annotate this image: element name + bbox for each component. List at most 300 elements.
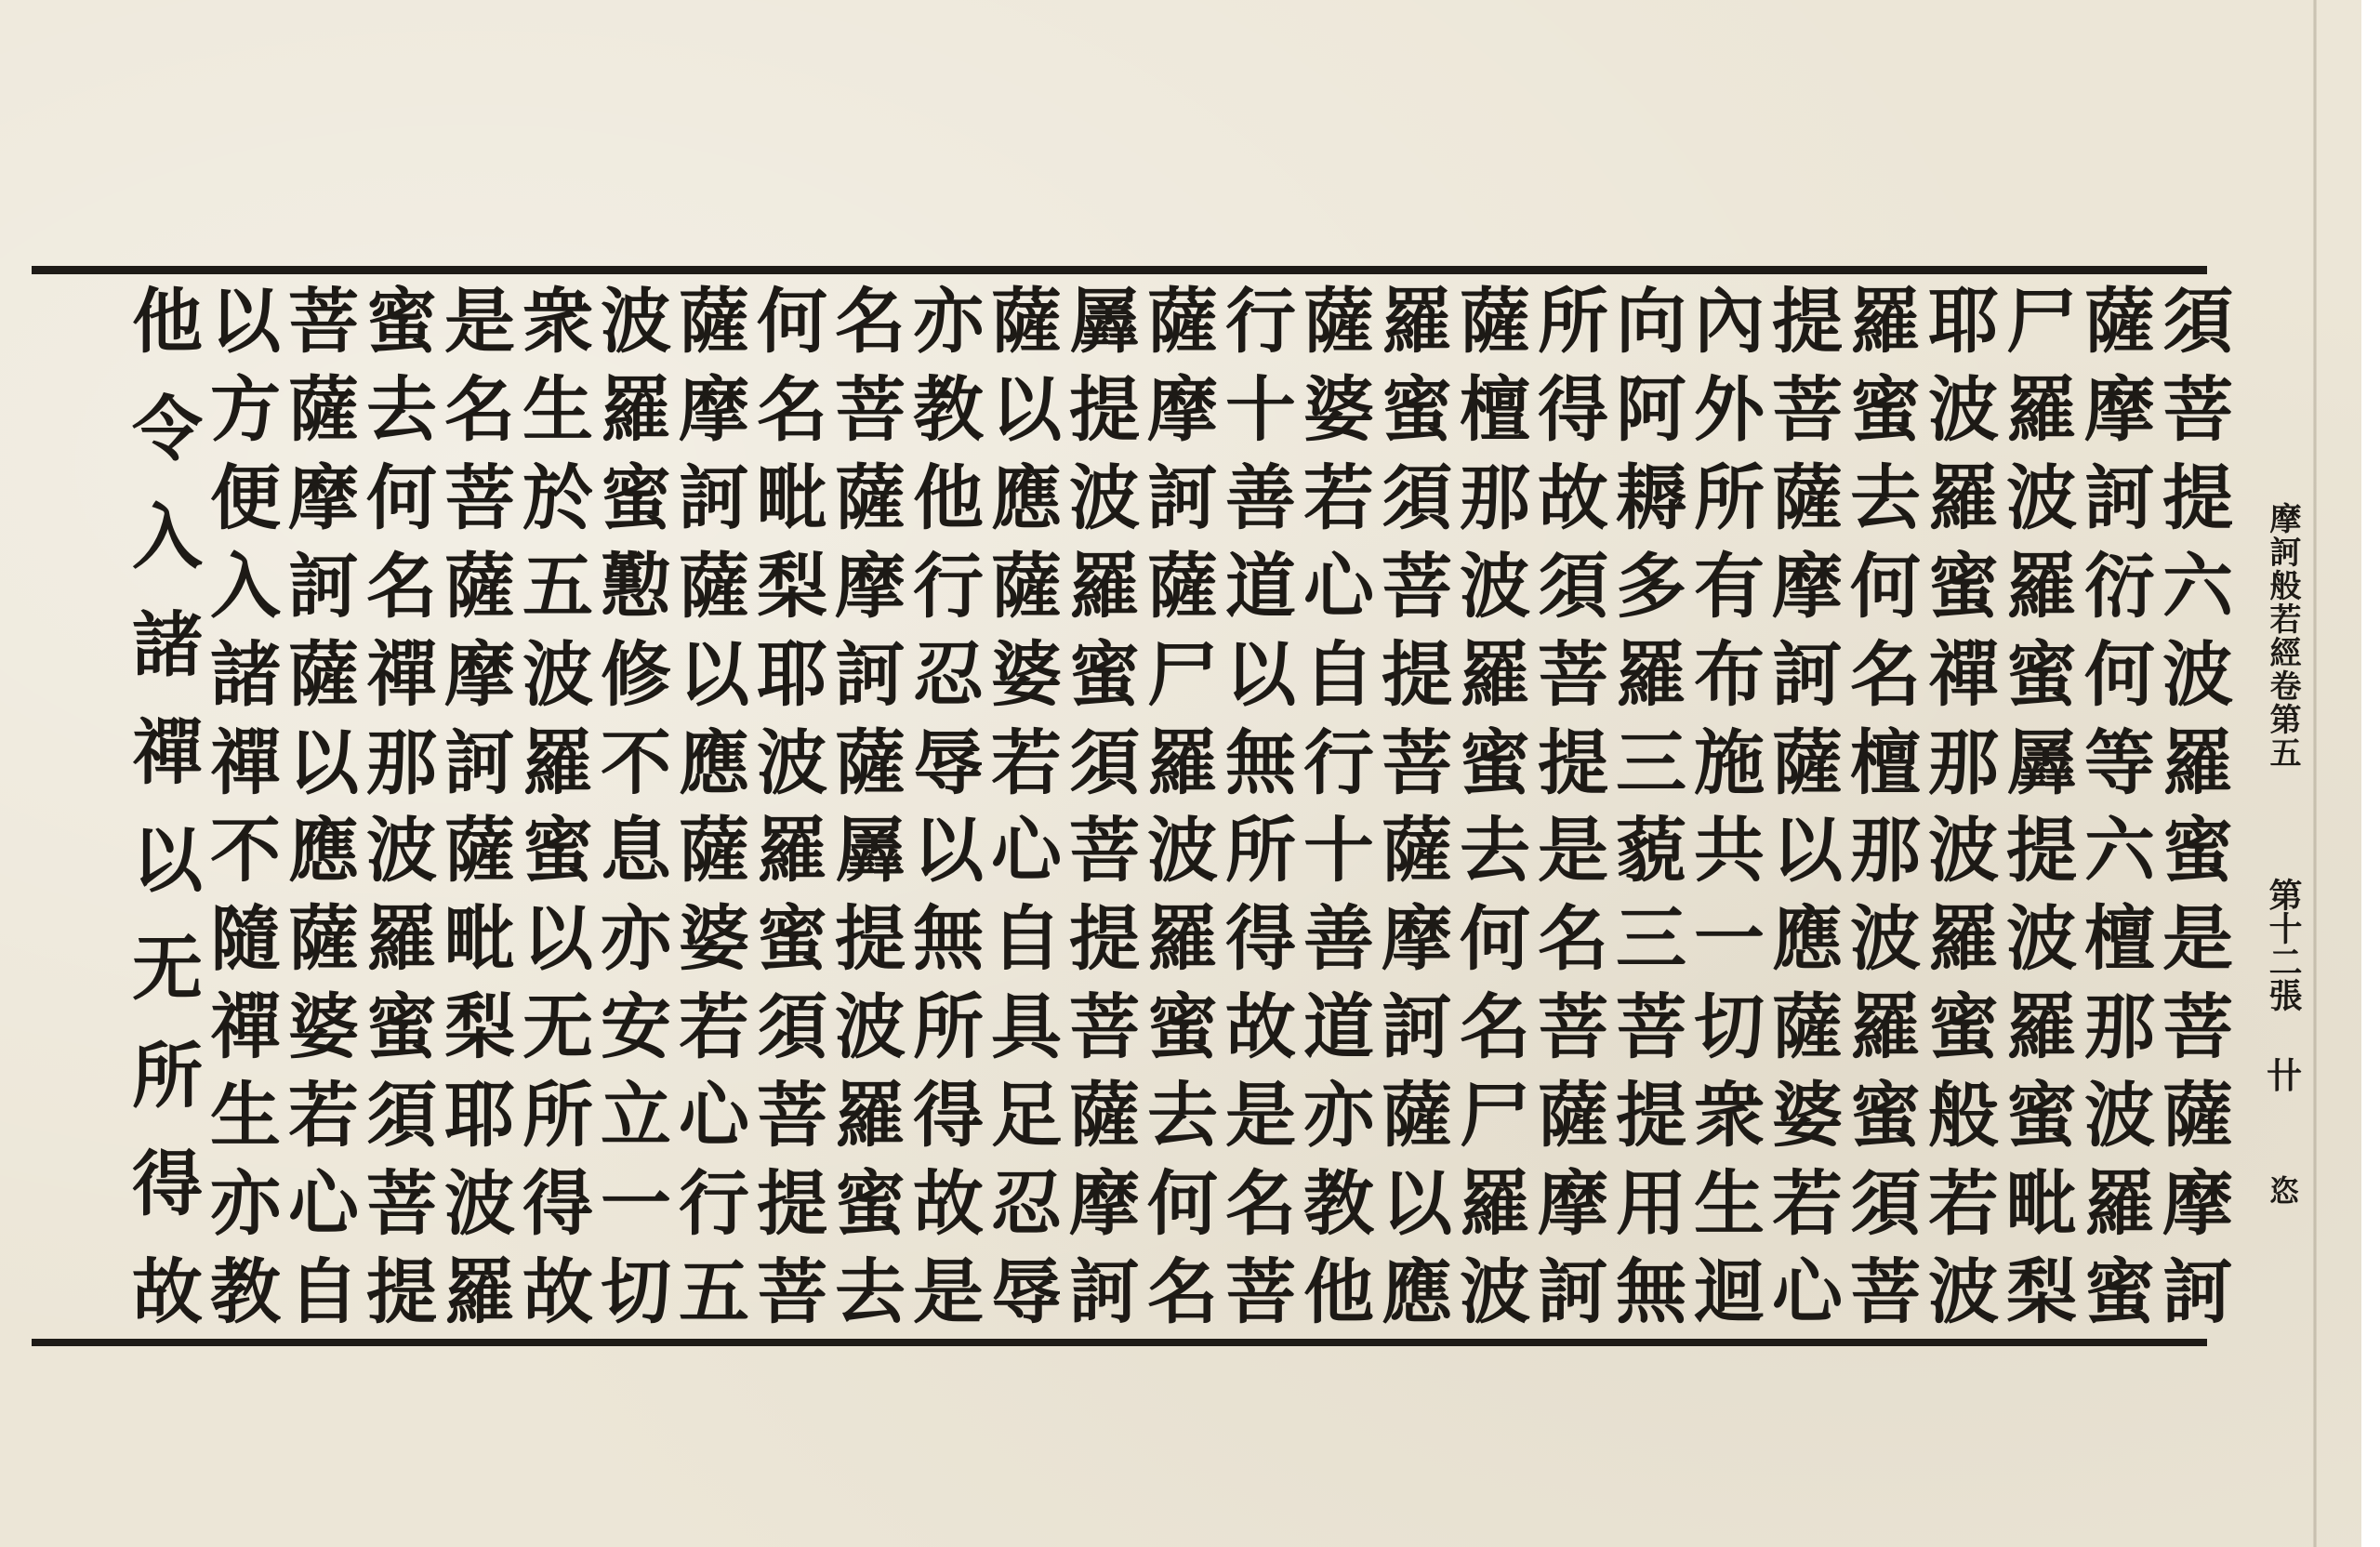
character: 蜜	[1850, 1074, 1921, 1157]
character: 羅	[1616, 632, 1686, 716]
character: 是	[1225, 1074, 1296, 1157]
character: 用	[1616, 1162, 1686, 1246]
character: 薩	[1538, 1074, 1608, 1157]
character: 向	[1616, 280, 1686, 363]
character: 摩	[288, 456, 359, 539]
character: 婆	[288, 985, 359, 1069]
character: 去	[366, 367, 437, 451]
character: 訶	[444, 721, 515, 804]
character: 令	[132, 388, 203, 470]
character: 尸	[1460, 1074, 1530, 1157]
character: 道	[1303, 985, 1374, 1069]
character: 十	[1225, 367, 1296, 451]
character: 梨	[2006, 1250, 2077, 1333]
character: 若	[1928, 1162, 1999, 1246]
character: 切	[1694, 985, 1765, 1069]
character: 提	[366, 1250, 437, 1333]
character: 那	[366, 721, 437, 804]
character: 提	[2006, 809, 2077, 892]
character: 羼	[2006, 721, 2077, 804]
character: 不	[210, 809, 281, 892]
character: 羅	[835, 1074, 906, 1157]
character: 尸	[1147, 632, 1218, 716]
bottom-border-rule	[32, 1339, 2207, 1346]
character: 摩	[2084, 367, 2155, 451]
character: 故	[1225, 985, 1296, 1069]
character: 名	[757, 367, 827, 451]
character: 五	[679, 1250, 749, 1333]
character: 蜜	[2162, 809, 2233, 892]
character: 善	[1303, 897, 1374, 981]
character: 毗	[444, 897, 515, 981]
character: 那	[1928, 721, 1999, 804]
character: 耨	[1616, 456, 1686, 539]
character: 檀	[1850, 721, 1921, 804]
character: 何	[2084, 632, 2155, 716]
character: 菩	[757, 1074, 827, 1157]
character: 薩	[1460, 280, 1530, 363]
character: 安	[601, 985, 671, 1069]
character: 三	[1616, 721, 1686, 804]
character: 毗	[2006, 1162, 2077, 1246]
character: 薩	[1147, 280, 1218, 363]
character: 善	[1225, 456, 1296, 539]
margin-carver-mark: 卄	[2266, 1054, 2302, 1096]
character: 尸	[2006, 280, 2077, 363]
character: 自	[1303, 632, 1374, 716]
character: 羅	[2084, 1162, 2155, 1246]
character: 有	[1694, 544, 1765, 628]
character: 无	[132, 927, 203, 1010]
character: 訶	[1147, 456, 1218, 539]
character: 生	[1694, 1162, 1765, 1246]
character: 耶	[1928, 280, 1999, 363]
character: 自	[991, 897, 1062, 981]
character: 檀	[1460, 367, 1530, 451]
character: 等	[2084, 721, 2155, 804]
character: 羅	[1928, 456, 1999, 539]
character: 薩	[991, 280, 1062, 363]
character: 訶	[1069, 1250, 1140, 1333]
character: 提	[1069, 897, 1140, 981]
character: 菩	[1538, 985, 1608, 1069]
character: 摩	[835, 544, 906, 628]
character: 菩	[444, 456, 515, 539]
character: 是	[913, 1250, 984, 1333]
character: 蜜	[1069, 632, 1140, 716]
character: 心	[1772, 1250, 1843, 1333]
character: 薩	[1303, 280, 1374, 363]
character: 波	[1460, 1250, 1530, 1333]
character: 禪	[210, 985, 281, 1069]
character: 薩	[835, 456, 906, 539]
character: 薩	[679, 544, 749, 628]
character: 波	[1147, 809, 1218, 892]
character: 羅	[1147, 897, 1218, 981]
character: 行	[913, 544, 984, 628]
character: 蜜	[1928, 544, 1999, 628]
character: 菩	[1069, 985, 1140, 1069]
character: 須	[366, 1074, 437, 1157]
character: 應	[288, 809, 359, 892]
character: 波	[1928, 1250, 1999, 1333]
character: 所	[132, 1035, 203, 1117]
character: 藐	[1616, 809, 1686, 892]
character: 道	[1225, 544, 1296, 628]
character: 提	[1069, 367, 1140, 451]
character: 蜜	[1850, 367, 1921, 451]
character: 若	[1772, 1162, 1843, 1246]
character: 行	[1303, 721, 1374, 804]
character: 得	[132, 1143, 203, 1225]
character: 自	[288, 1250, 359, 1333]
character: 息	[601, 809, 671, 892]
character: 菩	[2162, 367, 2233, 451]
character: 以	[1225, 632, 1296, 716]
character: 蜜	[1928, 985, 1999, 1069]
character: 於	[522, 456, 593, 539]
character: 蜜	[601, 456, 671, 539]
character: 羅	[444, 1250, 515, 1333]
character: 檀	[2084, 897, 2155, 981]
character: 波	[1069, 456, 1140, 539]
character: 波	[1850, 897, 1921, 981]
character: 立	[601, 1074, 671, 1157]
character: 亦	[1303, 1074, 1374, 1157]
character: 具	[991, 985, 1062, 1069]
character: 施	[1694, 721, 1765, 804]
character: 蜜	[366, 280, 437, 363]
character: 波	[366, 809, 437, 892]
character: 若	[288, 1074, 359, 1157]
character: 梨	[444, 985, 515, 1069]
character: 故	[1538, 456, 1608, 539]
character: 應	[679, 721, 749, 804]
character: 蜜	[2084, 1250, 2155, 1333]
character: 以	[679, 632, 749, 716]
character: 蜜	[1147, 985, 1218, 1069]
character: 薩	[1069, 1074, 1140, 1157]
character: 摩	[679, 367, 749, 451]
character: 衆	[522, 280, 593, 363]
character: 訶	[835, 632, 906, 716]
character: 須	[1069, 721, 1140, 804]
character: 心	[1303, 544, 1374, 628]
character: 菩	[366, 1162, 437, 1246]
character: 是	[1538, 809, 1608, 892]
character: 何	[366, 456, 437, 539]
character: 所	[1225, 809, 1296, 892]
character: 須	[757, 985, 827, 1069]
character: 薩	[1382, 1074, 1452, 1157]
character: 三	[1616, 897, 1686, 981]
character: 提	[757, 1162, 827, 1246]
character: 羼	[1069, 280, 1140, 363]
character: 十	[1303, 809, 1374, 892]
character: 亦	[210, 1162, 281, 1246]
character: 是	[2162, 897, 2233, 981]
character: 婆	[991, 632, 1062, 716]
character: 多	[1616, 544, 1686, 628]
character: 亦	[913, 280, 984, 363]
character: 菩	[1538, 632, 1608, 716]
character: 所	[1694, 456, 1765, 539]
character: 忍	[913, 632, 984, 716]
character: 應	[1772, 897, 1843, 981]
character: 外	[1694, 367, 1765, 451]
character: 是	[444, 280, 515, 363]
character: 薩	[1772, 985, 1843, 1069]
character: 菩	[1850, 1250, 1921, 1333]
character: 切	[601, 1250, 671, 1333]
character: 辱	[991, 1250, 1062, 1333]
character: 波	[522, 632, 593, 716]
character: 得	[1225, 897, 1296, 981]
character: 薩	[2084, 280, 2155, 363]
character: 阿	[1616, 367, 1686, 451]
character: 諸	[132, 603, 203, 686]
character: 婆	[679, 897, 749, 981]
character: 名	[1460, 985, 1530, 1069]
character: 故	[913, 1162, 984, 1246]
character: 若	[991, 721, 1062, 804]
character: 提	[835, 897, 906, 981]
character: 薩	[444, 544, 515, 628]
character: 無	[913, 897, 984, 981]
character: 羅	[1147, 721, 1218, 804]
character: 菩	[1225, 1250, 1296, 1333]
character: 菩	[2162, 985, 2233, 1069]
character: 摩	[2162, 1162, 2233, 1246]
character: 教	[913, 367, 984, 451]
character: 蜜	[1382, 367, 1452, 451]
character: 羅	[2006, 544, 2077, 628]
character: 羅	[1928, 897, 1999, 981]
character: 耶	[444, 1074, 515, 1157]
character: 一	[1694, 897, 1765, 981]
character: 名	[1538, 897, 1608, 981]
character: 名	[1147, 1250, 1218, 1333]
character: 得	[522, 1162, 593, 1246]
character: 羅	[2006, 367, 2077, 451]
character: 提	[1616, 1074, 1686, 1157]
character: 所	[913, 985, 984, 1069]
character: 那	[2084, 985, 2155, 1069]
character: 不	[601, 721, 671, 804]
character: 無	[1616, 1250, 1686, 1333]
character: 教	[210, 1250, 281, 1333]
character: 薩	[835, 721, 906, 804]
character: 波	[1460, 544, 1530, 628]
character: 菩	[1382, 721, 1452, 804]
character: 波	[1928, 367, 1999, 451]
character: 所	[1538, 280, 1608, 363]
character: 心	[288, 1162, 359, 1246]
character: 何	[1460, 897, 1530, 981]
character: 心	[991, 809, 1062, 892]
character: 亦	[601, 897, 671, 981]
character: 无	[522, 985, 593, 1069]
character: 摩	[1772, 544, 1843, 628]
character: 波	[2084, 1074, 2155, 1157]
character: 薩	[288, 367, 359, 451]
character: 五	[522, 544, 593, 628]
character: 他	[913, 456, 984, 539]
character: 以	[1382, 1162, 1452, 1246]
character: 薩	[679, 280, 749, 363]
character: 心	[679, 1074, 749, 1157]
character: 若	[1303, 456, 1374, 539]
character: 諸	[210, 632, 281, 716]
character: 羅	[757, 809, 827, 892]
character: 薩	[2162, 1074, 2233, 1157]
character: 去	[835, 1250, 906, 1333]
binding-crease	[2313, 0, 2317, 1547]
character: 摩	[1069, 1162, 1140, 1246]
character: 迴	[1694, 1250, 1765, 1333]
character: 菩	[288, 280, 359, 363]
character: 羅	[1850, 280, 1921, 363]
character: 須	[1538, 544, 1608, 628]
character: 辱	[913, 721, 984, 804]
character: 訶	[1382, 985, 1452, 1069]
character: 蜜	[522, 809, 593, 892]
character: 忍	[991, 1162, 1062, 1246]
character: 羅	[1382, 280, 1452, 363]
character: 提	[1382, 632, 1452, 716]
character: 薩	[991, 544, 1062, 628]
character: 那	[1460, 456, 1530, 539]
character: 羅	[2006, 985, 2077, 1069]
character: 懃	[601, 544, 671, 628]
character: 羅	[1850, 985, 1921, 1069]
character: 婆	[1772, 1074, 1843, 1157]
character: 菩	[1069, 809, 1140, 892]
character: 菩	[1382, 544, 1452, 628]
character: 名	[835, 280, 906, 363]
character: 須	[1382, 456, 1452, 539]
character: 何	[1850, 544, 1921, 628]
character: 提	[1772, 280, 1843, 363]
character: 訶	[1772, 632, 1843, 716]
character: 何	[757, 280, 827, 363]
character: 他	[1303, 1250, 1374, 1333]
character: 耶	[757, 632, 827, 716]
top-border-rule	[32, 266, 2207, 274]
character: 他	[132, 280, 203, 363]
character: 蜜	[1460, 721, 1530, 804]
character: 足	[991, 1074, 1062, 1157]
character: 菩	[1772, 367, 1843, 451]
character: 得	[1538, 367, 1608, 451]
character: 羅	[2162, 721, 2233, 804]
margin-sheet-number: 第十二張	[2264, 878, 2303, 1012]
character: 禪	[1928, 632, 1999, 716]
character: 薩	[679, 809, 749, 892]
character: 若	[679, 985, 749, 1069]
character: 以	[288, 721, 359, 804]
character: 得	[913, 1074, 984, 1157]
character: 蜜	[366, 985, 437, 1069]
character: 訶	[2162, 1250, 2233, 1333]
character: 薩	[1147, 544, 1218, 628]
character: 波	[601, 280, 671, 363]
character: 訶	[2084, 456, 2155, 539]
character: 教	[1303, 1162, 1374, 1246]
character: 應	[1382, 1250, 1452, 1333]
character: 菩	[1616, 985, 1686, 1069]
character: 無	[1225, 721, 1296, 804]
character: 去	[1147, 1074, 1218, 1157]
character: 生	[522, 367, 593, 451]
character: 薩	[1382, 809, 1452, 892]
character: 摩	[1147, 367, 1218, 451]
character: 名	[444, 367, 515, 451]
character: 故	[522, 1250, 593, 1333]
character: 修	[601, 632, 671, 716]
character: 波	[1928, 809, 1999, 892]
character: 菩	[757, 1250, 827, 1333]
character: 名	[1850, 632, 1921, 716]
character: 般	[1928, 1074, 1999, 1157]
character: 方	[210, 367, 281, 451]
character: 六	[2084, 809, 2155, 892]
character: 毗	[757, 456, 827, 539]
character: 入	[132, 496, 203, 578]
character: 提	[1538, 721, 1608, 804]
character: 衆	[1694, 1074, 1765, 1157]
character: 須	[1850, 1162, 1921, 1246]
character: 蜜	[835, 1162, 906, 1246]
character: 摩	[1538, 1162, 1608, 1246]
character: 那	[1850, 809, 1921, 892]
character: 禪	[366, 632, 437, 716]
character: 以	[913, 809, 984, 892]
character: 訶	[679, 456, 749, 539]
character: 以	[132, 819, 203, 902]
character: 便	[210, 456, 281, 539]
character: 內	[1694, 280, 1765, 363]
character: 須	[2162, 280, 2233, 363]
character: 菩	[835, 367, 906, 451]
character: 一	[601, 1162, 671, 1246]
character: 去	[1850, 456, 1921, 539]
character: 薩	[288, 897, 359, 981]
character: 羅	[366, 897, 437, 981]
character: 波	[757, 721, 827, 804]
character: 所	[522, 1074, 593, 1157]
character: 蜜	[2006, 1074, 2077, 1157]
character: 布	[1694, 632, 1765, 716]
character: 婆	[1303, 367, 1374, 451]
character: 禪	[132, 711, 203, 794]
character: 禪	[210, 721, 281, 804]
character: 名	[1225, 1162, 1296, 1246]
character: 以	[522, 897, 593, 981]
character: 薩	[288, 632, 359, 716]
character: 以	[210, 280, 281, 363]
character: 波	[2006, 897, 2077, 981]
character: 故	[132, 1250, 203, 1333]
character: 羅	[1460, 632, 1530, 716]
character: 生	[210, 1074, 281, 1157]
character: 薩	[1772, 721, 1843, 804]
margin-title: 摩訶般若經卷第五	[2264, 502, 2301, 770]
text-column	[121, 280, 214, 1333]
character: 波	[835, 985, 906, 1069]
character: 梨	[757, 544, 827, 628]
character: 羅	[522, 721, 593, 804]
